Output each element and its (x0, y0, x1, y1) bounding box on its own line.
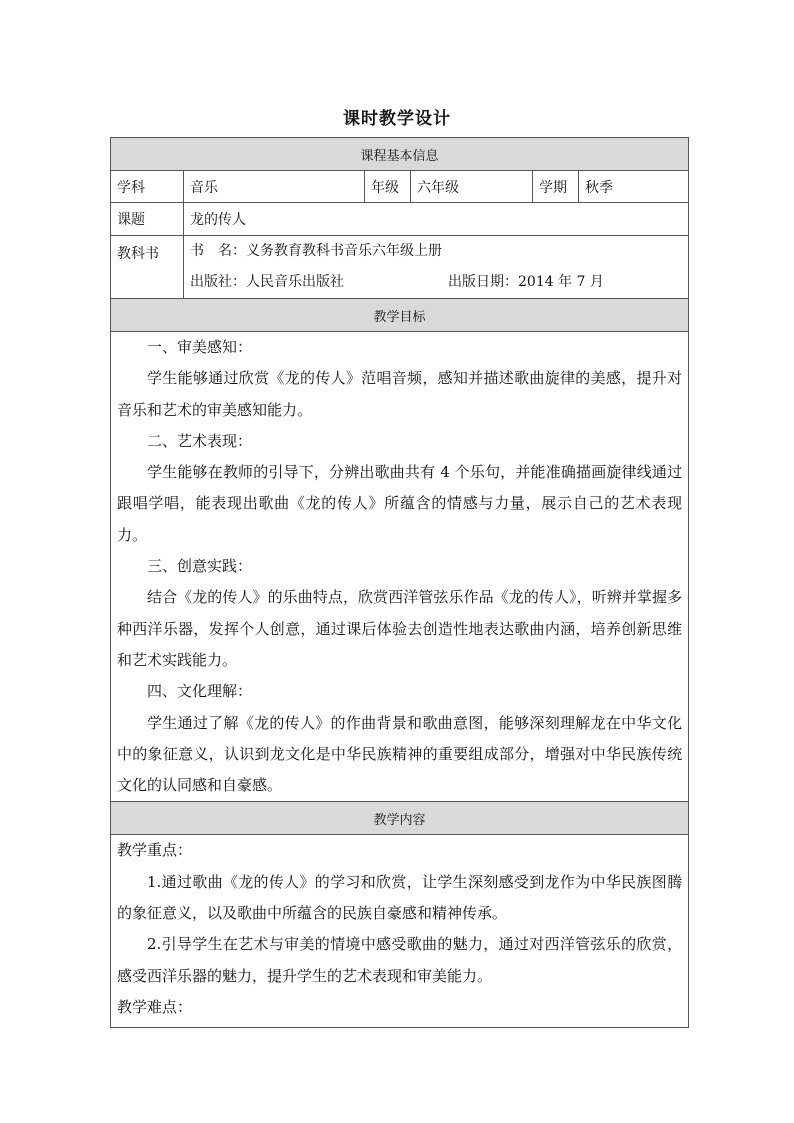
publisher: 出版社：人民音乐出版社 (190, 274, 344, 290)
goal-text-culture: 学生通过了解《龙的传人》的作曲背景和歌曲意图，能够深刻理解龙在中华文化中的象征意义，认识到龙文化是中华民族精神的重要组成部分，增强对中华民族传统文化的认同感和自豪感。 (117, 713, 683, 795)
section-header-goals (111, 299, 689, 332)
goal-heading-aesthetic: 一、审美感知： (147, 338, 253, 356)
key-point-2: 2.引导学生在艺术与审美的情境中感受歌曲的魅力，通过对西洋管弦乐的欣赏，感受西洋乐器的魅力，提升学生的艺术表现和审美能力。 (117, 935, 683, 985)
term-value: 秋季 (579, 171, 689, 203)
grade-label: 年级 (365, 171, 411, 203)
book-name: 书 名：义务教育教科书音乐六年级上册 (190, 243, 442, 259)
term-label: 学期 (533, 171, 579, 203)
goals-body (111, 332, 689, 802)
goal-text-expression: 学生能够在教师的引导下，分辨出歌曲共有 4 个乐句，并能准确描画旋律线通过跟唱学唱，能表现出歌曲《龙的传人》所蕴含的情感与力量，展示自己的艺术表现力。 (117, 463, 683, 544)
goal-text-aesthetic: 学生能够通过欣赏《龙的传人》范唱音频，感知并描述歌曲旋律的美感，提升对音乐和艺术的审美感知能力。 (117, 369, 683, 419)
section-title-content: 教学内容 (111, 802, 689, 835)
section-title-basic-info: 课程基本信息 (111, 138, 689, 171)
section-header-content (111, 802, 689, 835)
subject-label: 学科 (111, 171, 184, 203)
section-header-basic-info (111, 138, 689, 171)
key-points-label: 教学重点： (117, 841, 193, 860)
publication-date: 出版日期：2014 年 7 月 (448, 274, 604, 290)
table-row-goals (111, 332, 689, 802)
subject-value: 音乐 (184, 171, 365, 203)
goal-heading-culture: 四、文化理解： (147, 682, 253, 701)
goal-heading-practice: 三、创意实践： (147, 557, 253, 576)
publisher-line (190, 267, 682, 298)
textbook-details (184, 236, 689, 299)
table-row-subject (111, 171, 689, 203)
table-row-textbook (111, 236, 689, 299)
grade-value: 六年级 (411, 171, 533, 203)
difficulties-label: 教学难点： (117, 997, 193, 1016)
lesson-design-table (110, 137, 689, 1028)
page-title: 课时教学设计 (343, 109, 451, 129)
goal-heading-expression: 二、艺术表现： (147, 431, 253, 450)
textbook-label: 教科书 (111, 236, 184, 299)
key-point-1: 1.通过歌曲《龙的传人》的学习和欣赏，让学生深刻感受到龙作为中华民族图腾的象征意义，以及歌曲中所蕴含的民族自豪感和精神传承。 (117, 872, 683, 923)
topic-value: 龙的传人 (184, 203, 689, 236)
topic-label: 课题 (111, 203, 184, 236)
goal-text-practice: 结合《龙的传人》的乐曲特点，欣赏西洋管弦乐作品《龙的传人》，听辨并掌握多种西洋乐器，发挥个人创意，通过课后体验去创造性地表达歌曲内涵，培养创新思维和艺术实践能力。 (117, 588, 683, 669)
content-body (111, 835, 689, 1028)
section-title-goals: 教学目标 (111, 299, 689, 332)
table-row-content (111, 835, 689, 1028)
table-row-topic (111, 203, 689, 236)
